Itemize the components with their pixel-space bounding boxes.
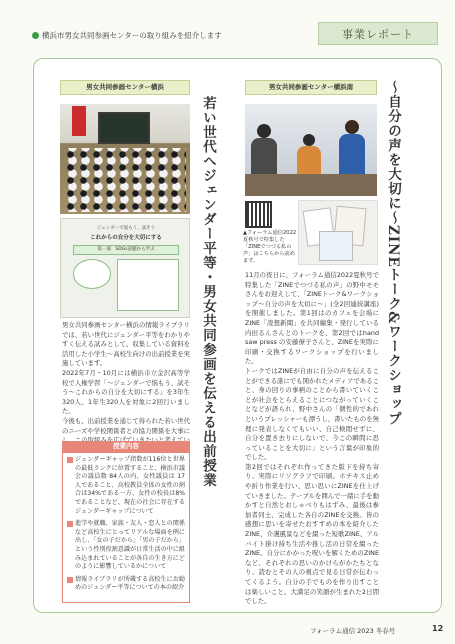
qr-caption: ▲フォーラム通信2022夏秋号で特集した「ZINEでつづる私の声」はこちらから読めます。 xyxy=(243,230,297,264)
right-article-heading: 男女共同参画センター横浜南 xyxy=(245,80,377,95)
square-bullet-icon xyxy=(67,577,73,583)
zine-photo xyxy=(298,200,378,265)
table-image xyxy=(245,174,377,196)
students-image xyxy=(64,148,186,212)
slide-graphic-panel xyxy=(117,259,179,311)
slide-title: これからの自分を大切にする xyxy=(90,235,162,241)
list-item: 情報ライブラリが所蔵する高校生にお勧めのジェンダー平等についての本の紹介 xyxy=(67,576,185,593)
projector-screen-image xyxy=(98,112,150,144)
page-header xyxy=(32,30,222,41)
list-item: 進学や就職、家族・友人・恋人との関係など高校生にとってリアルな場面を例に出し、「女の子だから」「男の子だから」という性別役割意識が日常生活の中に組み込まれていることが各自の生き方にどのように影響しているかについて xyxy=(67,520,185,572)
zine-booklet-image xyxy=(319,231,353,261)
section-tab-label: 事業レポート xyxy=(342,28,414,41)
right-article-body: 11月の夜日に、フォーラム通信2022夏秋号で特集した「ZINEでつづる私の声」の野中モモさんをお迎えして、「ZINEトーク&ワークショップ〜自分の声を大切に〜」(全2回連続講座)を開催しました。第1回はのカフェを会場にZINE「凌想新聞」を共同編集・発行している内田るんさんとのトークを、第2回ではhand saw press の安藤僚子さんと、ZINEを実際に印刷・交換するワークショップを行いました。 トークではZINEが自由に自分の声を伝えることができる誰にでも開かれたメディアであること、身の回りの事柄のことから書いていくことが社会をとらえることにつながっていくことなどが語られ、野中さんの「個性的であれというプレッシャーも漂うし、書いたものを無理に発表しなくてもいい、自己検閲せずに、自分を置き去りにしないで、今この瞬間に思っていることを大切に」という言葉が印象的でした。 第2回ではそれぞれ作ってきた版下を持ち寄り、実際にリソグラフで印刷。ホチキス止めや折り作業を行い、思い思いにZINEを仕上げていきました。テーブルを囲んで一緒に手を動かすと自然とおしゃべりもはずみ、最後は参加者同士、完成した各自のZINEを交換。皆の感想に思いを寄せたおすすめの本を紹介したZINE、介護風景などを綴った短歌ZINE、アルバイト掛け持ち生活や推し活の日常を綴ったZINE、自分にかかった呪いを解くためのZINEなど、それぞれの思いのかけらがかたちとなり、読むとその人の視点で見る日常が伝わってくるよう。自分の手でものを作り出すことは楽しいこと。大満足の笑顔が生まれた2日間でした。 xyxy=(245,271,379,606)
banner-image xyxy=(72,106,86,136)
bullet-dot-icon xyxy=(32,32,39,39)
left-article-title: 若い世代へジェンダー平等・男女共同参画を伝える出前授業 xyxy=(200,96,216,488)
slide-heading: ジェンダーで悩もう、試そう xyxy=(96,226,156,231)
person-head-image xyxy=(303,134,315,146)
left-article-heading: 男女共同参画センター横浜 xyxy=(60,80,190,95)
slide-subtitle-box xyxy=(73,245,179,255)
qr-code-icon[interactable] xyxy=(245,201,272,228)
section-tab xyxy=(318,22,438,45)
square-bullet-icon xyxy=(67,521,73,527)
classroom-photo xyxy=(60,104,190,214)
slide-photo xyxy=(60,218,190,318)
person-head-image xyxy=(257,124,271,138)
list-item: ジェンダーギャップ指数が116位と世界の最低ランクに位置すること、横浜市議会の議員数 84人の内、女性議員は 17人であること、高校教員全体の女性の割合は34%である一方、女性の校長は8%であることなど、現在の社会に存在するジェンダーギャップについて xyxy=(67,456,185,516)
slide-graphic-circle xyxy=(73,259,111,289)
workshop-photo xyxy=(245,104,377,196)
slide-subtitle: 第一部 SDGs話題から学ぶ xyxy=(97,247,155,252)
lesson-content-box xyxy=(62,452,190,603)
right-article-title: 〜自分の声を大切に〜ZINEトーク&ワークショップ xyxy=(385,80,401,426)
page-number: 12 xyxy=(432,624,444,633)
header-label: 横浜市男女共同参画センターの取り組みを紹介します xyxy=(42,31,222,40)
square-bullet-icon xyxy=(67,457,73,463)
person-head-image xyxy=(345,120,359,134)
left-article-body: 男女共同参画センター横浜の情報ライブラリでは、若い世代にジェンダー平等をわかりやすく伝える試みとして、収集している資料を活用した小学生〜高校生向けの出前授業を実施しています。 2022年7月・10月には横浜市立金沢高等学校で人権学習「〜ジェンダーで悩もう、試そう〜これからの自分を大切にする」を3年生320人、1年生320人を対象に2回行いました。 今後も、出前授業を通じて得られた若い世代のニーズや学校関係者との協力関係を大事に xyxy=(62,321,190,435)
lesson-box-title: 授業内容 xyxy=(62,441,190,452)
footer-issue: フォーラム通信 2023 冬春号 xyxy=(310,627,396,635)
